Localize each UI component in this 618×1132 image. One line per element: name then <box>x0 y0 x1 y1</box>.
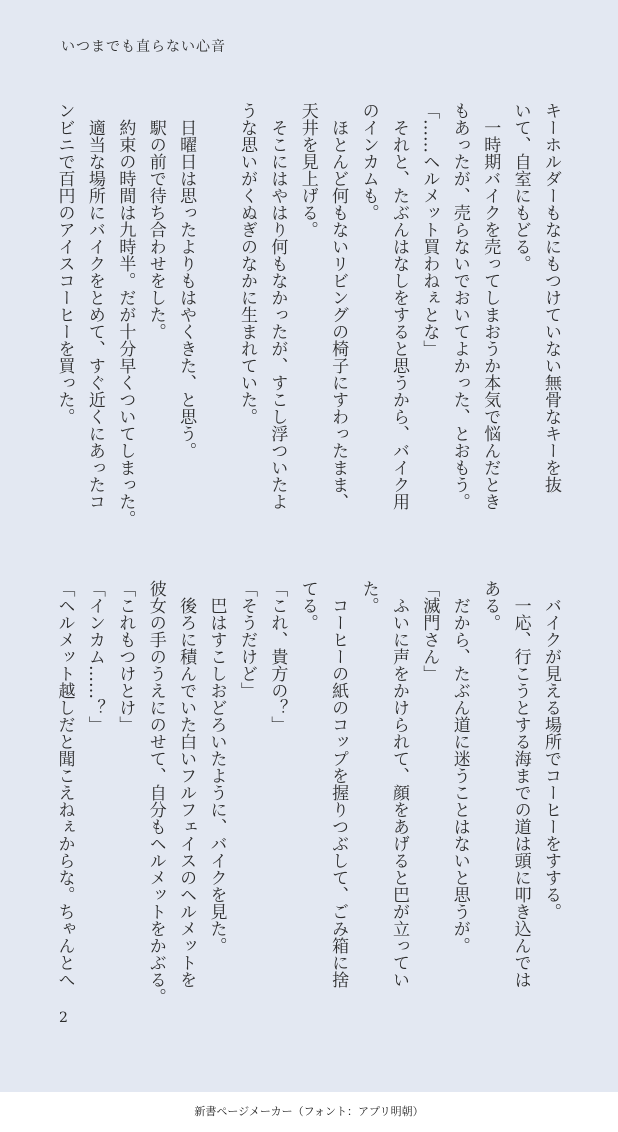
text-line: うな思いがくぬぎのなかに生まれていた。 <box>236 102 257 425</box>
text-line: のインカムも。 <box>358 102 379 221</box>
text-line: もあったが、売らないでおいてよかった、とおもう。 <box>449 102 470 510</box>
text-line: 日曜日は思ったよりもはやくきた、と思う。 <box>176 102 197 459</box>
text-line: 「……ヘルメット買わねぇとな」 <box>419 102 440 357</box>
text-line: 「滅門さん」 <box>419 580 440 682</box>
upper-text-block <box>52 102 566 558</box>
text-line <box>201 102 231 558</box>
text-line: 「ヘルメット越しだと聞こえねぇからな。ちゃんとへ <box>54 580 75 988</box>
text-line: 彼女の手のうえにのせて、自分もヘルメットをかぶる。 <box>145 580 166 1005</box>
text-line: 一時期バイクを売ってしまおうか本気で悩んだとき <box>480 102 501 510</box>
text-line: 「インカム……？」 <box>84 580 105 733</box>
text-line: 天井を見上げる。 <box>297 102 318 238</box>
footer-caption: 新書ページメーカー（フォント：アプリ明朝） <box>0 1092 618 1132</box>
text-line: それと、たぶんはなしをすると思うから、バイク用 <box>388 102 409 510</box>
page-number: 2 <box>59 1010 68 1026</box>
text-line: ふいに声をかけられて、顔をあげると巴が立ってい <box>388 580 409 988</box>
text-line: そこにはやはり何もなかったが、すこし浮ついたよ <box>267 102 288 510</box>
text-line: 約束の時間は九時半。だが十分早くついてしまった。 <box>115 102 136 527</box>
text-line: 駅の前で待ち合わせをした。 <box>145 102 166 340</box>
text-line: 巴はすこしおどろいたように、バイクを見た。 <box>206 580 227 954</box>
text-line: 「これ、貴方の？」 <box>267 580 288 733</box>
text-line: 後ろに積んでいた白いフルフェイスのヘルメットを <box>176 580 197 988</box>
text-line: ンビニで百円のアイスコーヒーを買った。 <box>54 102 75 425</box>
running-title: いつまでも直らない心音 <box>61 39 226 55</box>
text-line: た。 <box>358 580 379 614</box>
text-line: キーホルダーもなにもつけていない無骨なキーを抜 <box>541 102 561 493</box>
text-line: ある。 <box>480 580 501 631</box>
text-line: 一応、行こうとする海までの道は頭に叩き込んでは <box>510 580 531 988</box>
text-line: 適当な場所にバイクをとめて、すぐ近くにあったコ <box>84 102 105 510</box>
text-line: だから、たぶん道に迷うことはないと思うが。 <box>449 580 470 954</box>
lower-text-block <box>52 580 566 1036</box>
text-line: バイクが見える場所でコーヒーをすする。 <box>541 580 561 920</box>
text-line: いて、自室にもどる。 <box>510 102 531 272</box>
text-line: 「そうだけど」 <box>236 580 257 699</box>
text-line: てる。 <box>297 580 318 631</box>
text-line: コーヒーの紙のコップを握りつぶして、ごみ箱に捨 <box>328 580 349 988</box>
text-line: ほとんど何もないリビングの椅子にすわったまま、 <box>328 102 349 510</box>
text-line: 「これもつけとけ」 <box>115 580 136 733</box>
